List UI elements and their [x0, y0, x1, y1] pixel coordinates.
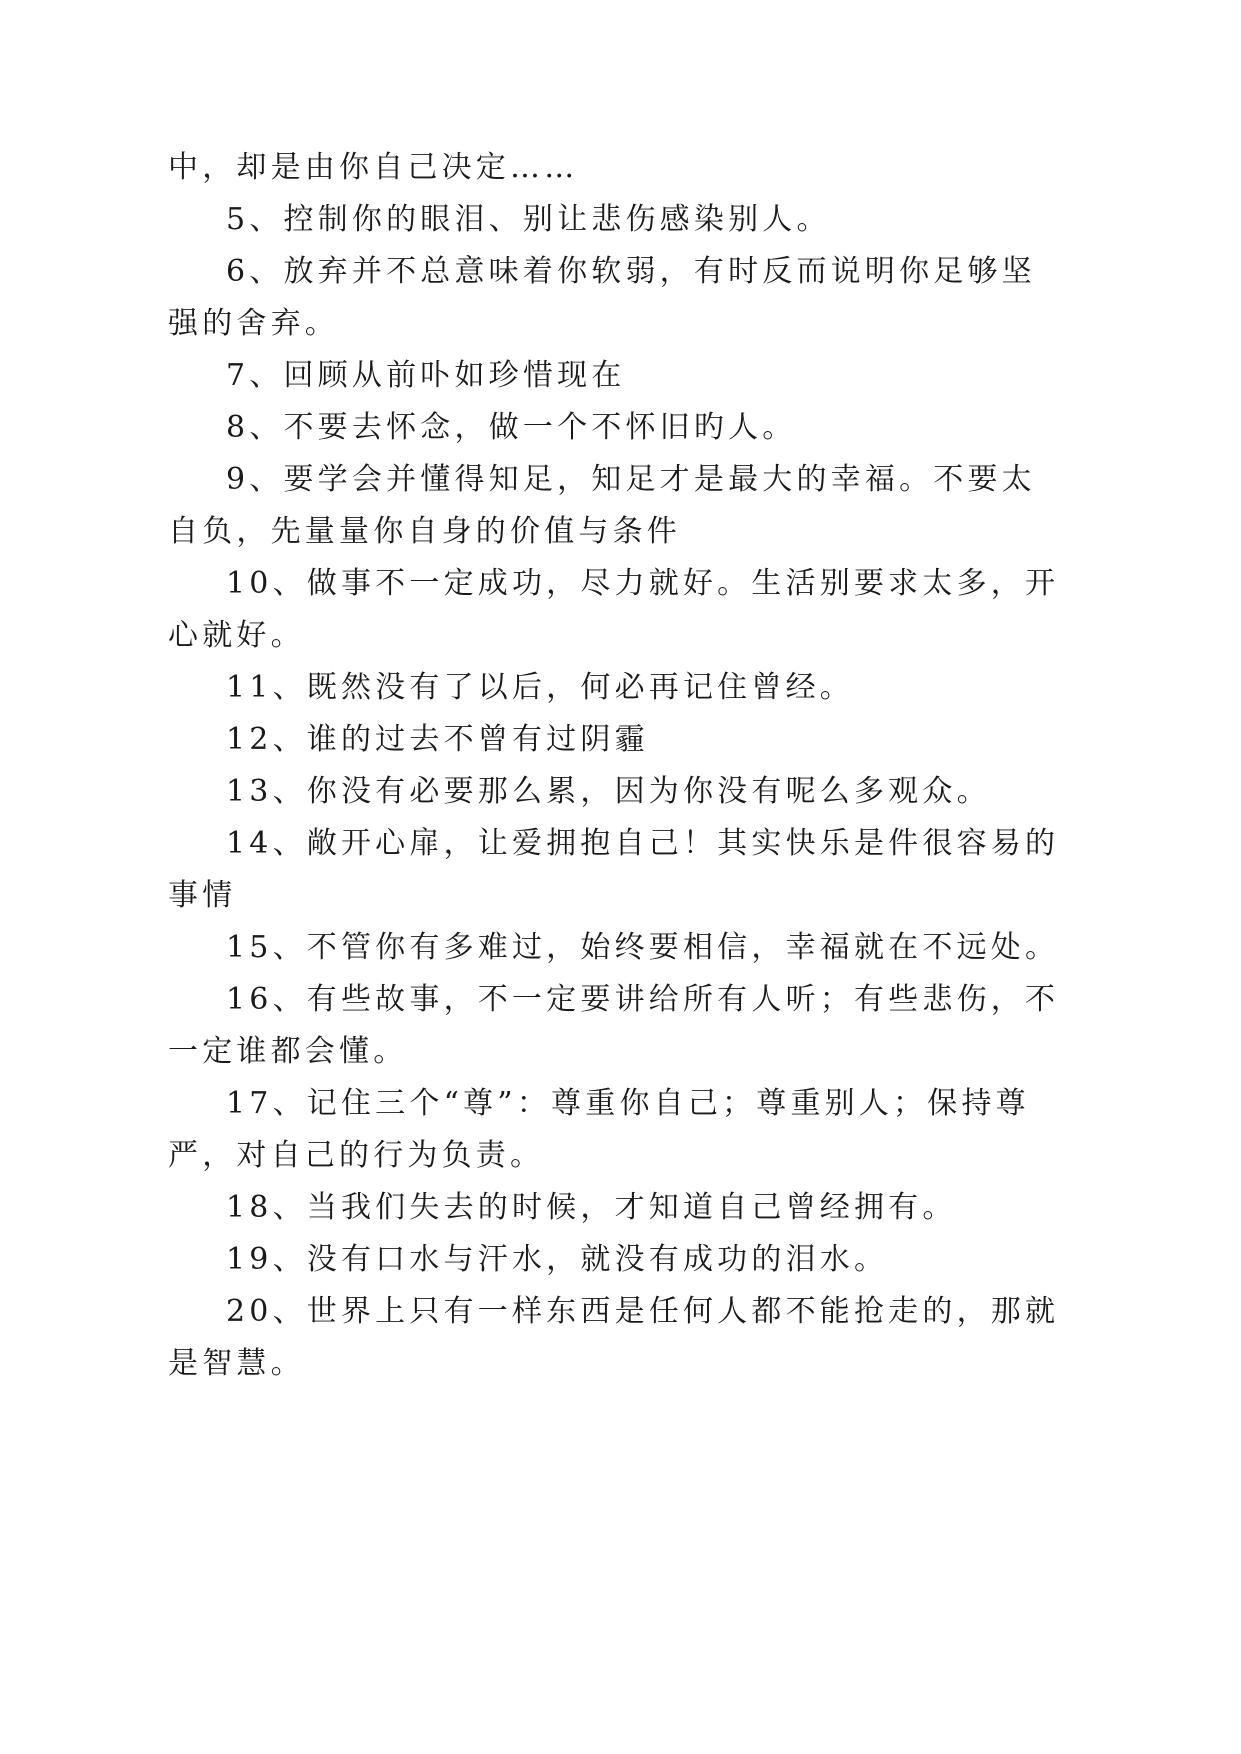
text-line: 19、没有口水与汗水，就没有成功的泪水。	[226, 1242, 889, 1277]
text-line: 7、回顾从前卟如珍惜现在	[226, 358, 626, 393]
text-line: 6、放弃并不总意味着你软弱，有时反而说明你足够坚	[226, 254, 1036, 289]
text-line: 严，对自己的行为负责。	[168, 1138, 545, 1173]
text-line: 17、记住三个“尊”：尊重你自己；尊重别人；保持尊	[226, 1086, 1030, 1121]
text-line: 12、谁的过去不曾有过阴霾	[226, 722, 649, 757]
text-line: 是智慧。	[168, 1346, 305, 1381]
text-line: 20、世界上只有一样东西是任何人都不能抢走的，那就	[226, 1294, 1060, 1329]
text-line: 16、有些故事，不一定要讲给所有人听；有些悲伤，不	[226, 982, 1060, 1017]
text-line: 14、敞开心扉，让爱拥抱自己！其实快乐是件很容易的	[226, 826, 1060, 861]
text-line: 10、做事不一定成功，尽力就好。生活别要求太多，开	[226, 566, 1060, 601]
text-line: 15、不管你有多难过，始终要相信，幸福就在不远处。	[226, 930, 1060, 965]
text-line: 8、不要去怀念，做一个不怀旧旳人。	[226, 410, 797, 445]
text-line: 5、控制你的眼泪、别让悲伤感染别人。	[226, 202, 831, 237]
text-line: 13、你没有必要那么累，因为你没有呢么多观众。	[226, 774, 991, 809]
text-line: 事情	[168, 878, 237, 913]
text-line: 18、当我们失去的时候，才知道自己曾经拥有。	[226, 1190, 957, 1225]
text-line: 自负，先量量你自身的价值与条件	[168, 514, 681, 549]
text-line: 11、既然没有了以后，何必再记住曾经。	[226, 670, 854, 705]
text-line: 一定谁都会懂。	[168, 1034, 408, 1069]
text-line: 中，却是由你自己决定……	[168, 150, 579, 185]
text-line: 强的舍弃。	[168, 306, 339, 341]
text-line: 心就好。	[168, 618, 305, 653]
text-line: 9、要学会并懂得知足，知足才是最大的幸福。不要太	[226, 462, 1036, 497]
